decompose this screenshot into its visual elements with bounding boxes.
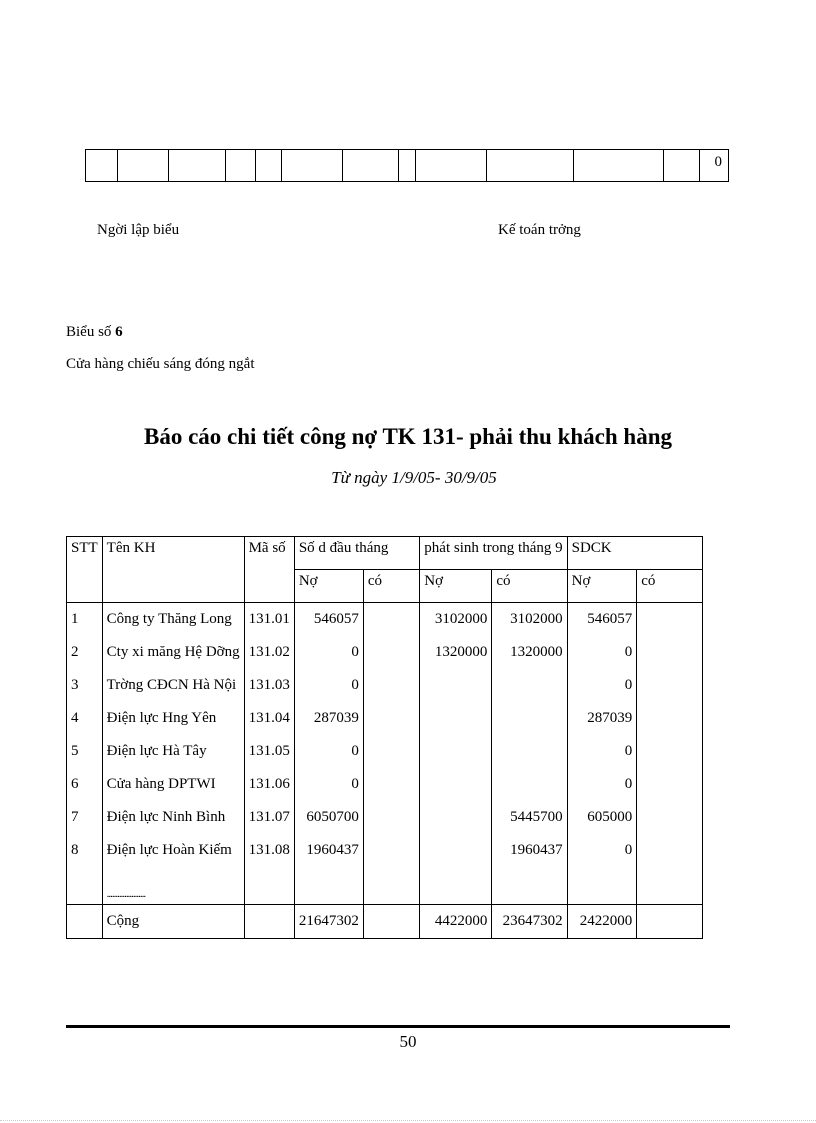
- row-close-debit: 0: [567, 834, 637, 867]
- header-debit: Nợ: [567, 570, 637, 603]
- row-arise-debit: [420, 768, 492, 801]
- previous-table-cell: [282, 150, 343, 181]
- row-open-debit: 0: [294, 735, 363, 768]
- header-closing-balance: SDCK: [567, 537, 702, 570]
- row-close-credit: [637, 603, 703, 637]
- row-close-credit: [637, 636, 703, 669]
- row-open-debit: 0: [294, 768, 363, 801]
- table-row: [67, 801, 703, 834]
- row-open-debit: 546057: [294, 603, 363, 637]
- header-customer: Tên KH: [102, 537, 244, 603]
- previous-table-cell: [343, 150, 399, 181]
- row-arise-debit: [420, 801, 492, 834]
- table-row: [67, 834, 703, 867]
- report-date-range: Từ ngày 1/9/05- 30/9/05: [331, 468, 497, 487]
- row-close-debit: 0: [567, 735, 637, 768]
- row-customer-name: Công ty Thăng Long: [102, 603, 244, 637]
- row-account-code: 131.07: [244, 801, 294, 834]
- row-open-credit: [363, 636, 419, 669]
- row-customer-name: Điện lực Hng Yên: [102, 702, 244, 735]
- row-open-debit: 1960437: [294, 834, 363, 867]
- row-account-code: 131.03: [244, 669, 294, 702]
- previous-table-cell: [487, 150, 575, 181]
- receivables-ledger-table: [66, 536, 703, 939]
- row-arise-credit: [492, 669, 567, 702]
- row-stt: 6: [67, 768, 103, 801]
- row-customer-name: Điện lực Hoàn Kiếm: [102, 834, 244, 867]
- row-arise-debit: 1320000: [420, 636, 492, 669]
- row-open-credit: [363, 768, 419, 801]
- row-arise-credit: 1320000: [492, 636, 567, 669]
- row-close-debit: 546057: [567, 603, 637, 637]
- total-row: [67, 905, 703, 939]
- row-arise-credit: [492, 768, 567, 801]
- row-stt: 5: [67, 735, 103, 768]
- row-stt: 7: [67, 801, 103, 834]
- row-arise-credit: 1960437: [492, 834, 567, 867]
- previous-table-cell: [118, 150, 169, 181]
- row-arise-debit: [420, 834, 492, 867]
- row-account-code: 131.08: [244, 834, 294, 867]
- row-close-debit: 287039: [567, 702, 637, 735]
- row-account-code: 131.04: [244, 702, 294, 735]
- total-label: Cộng: [102, 905, 244, 939]
- row-customer-name: Trờng CĐCN Hà Nội: [102, 669, 244, 702]
- row-open-credit: [363, 702, 419, 735]
- header-code: Mã số: [244, 537, 294, 603]
- previous-table-cell: [664, 150, 700, 181]
- row-open-debit: 0: [294, 669, 363, 702]
- previous-table-cell: [226, 150, 257, 181]
- row-open-credit: [363, 801, 419, 834]
- row-close-credit: [637, 702, 703, 735]
- previous-table-cell: [399, 150, 416, 181]
- previous-table-cell: 0: [714, 154, 722, 170]
- row-arise-debit: [420, 735, 492, 768]
- preparer-signature-label: Ngời lập biểu: [97, 222, 180, 238]
- table-row: [67, 636, 703, 669]
- header-opening-balance: Số d đầu tháng: [294, 537, 419, 570]
- table-row: [67, 768, 703, 801]
- header-credit: có: [637, 570, 703, 603]
- row-close-debit: 0: [567, 636, 637, 669]
- row-arise-debit: 3102000: [420, 603, 492, 637]
- ellipsis-row: [67, 867, 703, 905]
- header-debit: Nợ: [294, 570, 363, 603]
- row-open-credit: [363, 735, 419, 768]
- row-open-debit: 6050700: [294, 801, 363, 834]
- row-customer-name: Cty xi măng Hệ Dỡng: [102, 636, 244, 669]
- row-account-code: 131.06: [244, 768, 294, 801]
- row-customer-name: Điện lực Hà Tây: [102, 735, 244, 768]
- row-stt: 2: [67, 636, 103, 669]
- previous-table-cell: [86, 150, 118, 181]
- header-row-1: [67, 537, 703, 570]
- row-close-credit: [637, 801, 703, 834]
- row-close-debit: 0: [567, 768, 637, 801]
- row-stt: 1: [67, 603, 103, 637]
- row-stt: 4: [67, 702, 103, 735]
- chief-accountant-signature-label: Kế toán trởng: [498, 222, 581, 238]
- row-close-debit: 0: [567, 669, 637, 702]
- row-arise-credit: [492, 702, 567, 735]
- row-open-credit: [363, 834, 419, 867]
- form-number-label: [66, 324, 123, 341]
- header-arising: phát sinh trong tháng 9: [420, 537, 567, 570]
- row-customer-name: Điện lực Ninh Bình: [102, 801, 244, 834]
- row-arise-credit: 5445700: [492, 801, 567, 834]
- table-row: [67, 702, 703, 735]
- row-close-credit: [637, 669, 703, 702]
- row-customer-name: Cửa hàng DPTWI: [102, 768, 244, 801]
- total-open-debit: 21647302: [294, 905, 363, 939]
- row-open-debit: 287039: [294, 702, 363, 735]
- row-stt: 3: [67, 669, 103, 702]
- total-open-credit: [363, 905, 419, 939]
- previous-table-cell: [256, 150, 282, 181]
- previous-table-cell: [574, 150, 664, 181]
- total-arise-debit: 4422000: [420, 905, 492, 939]
- ellipsis: ......................: [102, 867, 244, 905]
- table-row: [67, 603, 703, 637]
- total-close-credit: [637, 905, 703, 939]
- row-open-credit: [363, 669, 419, 702]
- table-row: [67, 669, 703, 702]
- shop-name: Cửa hàng chiếu sáng đóng ngắt: [66, 356, 255, 372]
- total-close-debit: 2422000: [567, 905, 637, 939]
- row-close-credit: [637, 768, 703, 801]
- row-close-credit: [637, 834, 703, 867]
- total-arise-credit: 23647302: [492, 905, 567, 939]
- form-label-prefix: Biểu số: [66, 324, 116, 340]
- row-open-credit: [363, 603, 419, 637]
- row-account-code: 131.02: [244, 636, 294, 669]
- row-arise-credit: [492, 735, 567, 768]
- page-edge: [0, 1120, 816, 1121]
- footer-rule: [66, 1025, 730, 1028]
- form-label-number: 6: [115, 324, 123, 340]
- header-credit: có: [363, 570, 419, 603]
- previous-table-row: [85, 149, 729, 182]
- report-title: Báo cáo chi tiết công nợ TK 131- phải thu khách hàng: [144, 424, 672, 449]
- header-stt: STT: [67, 537, 103, 603]
- row-stt: 8: [67, 834, 103, 867]
- page-number: 50: [399, 1032, 417, 1051]
- previous-table-cell: [169, 150, 226, 181]
- row-close-debit: 605000: [567, 801, 637, 834]
- row-arise-credit: 3102000: [492, 603, 567, 637]
- header-credit: có: [492, 570, 567, 603]
- previous-table-cell: [416, 150, 487, 181]
- row-open-debit: 0: [294, 636, 363, 669]
- table-row: [67, 735, 703, 768]
- header-debit: Nợ: [420, 570, 492, 603]
- row-close-credit: [637, 735, 703, 768]
- row-arise-debit: [420, 702, 492, 735]
- row-account-code: 131.01: [244, 603, 294, 637]
- row-arise-debit: [420, 669, 492, 702]
- row-account-code: 131.05: [244, 735, 294, 768]
